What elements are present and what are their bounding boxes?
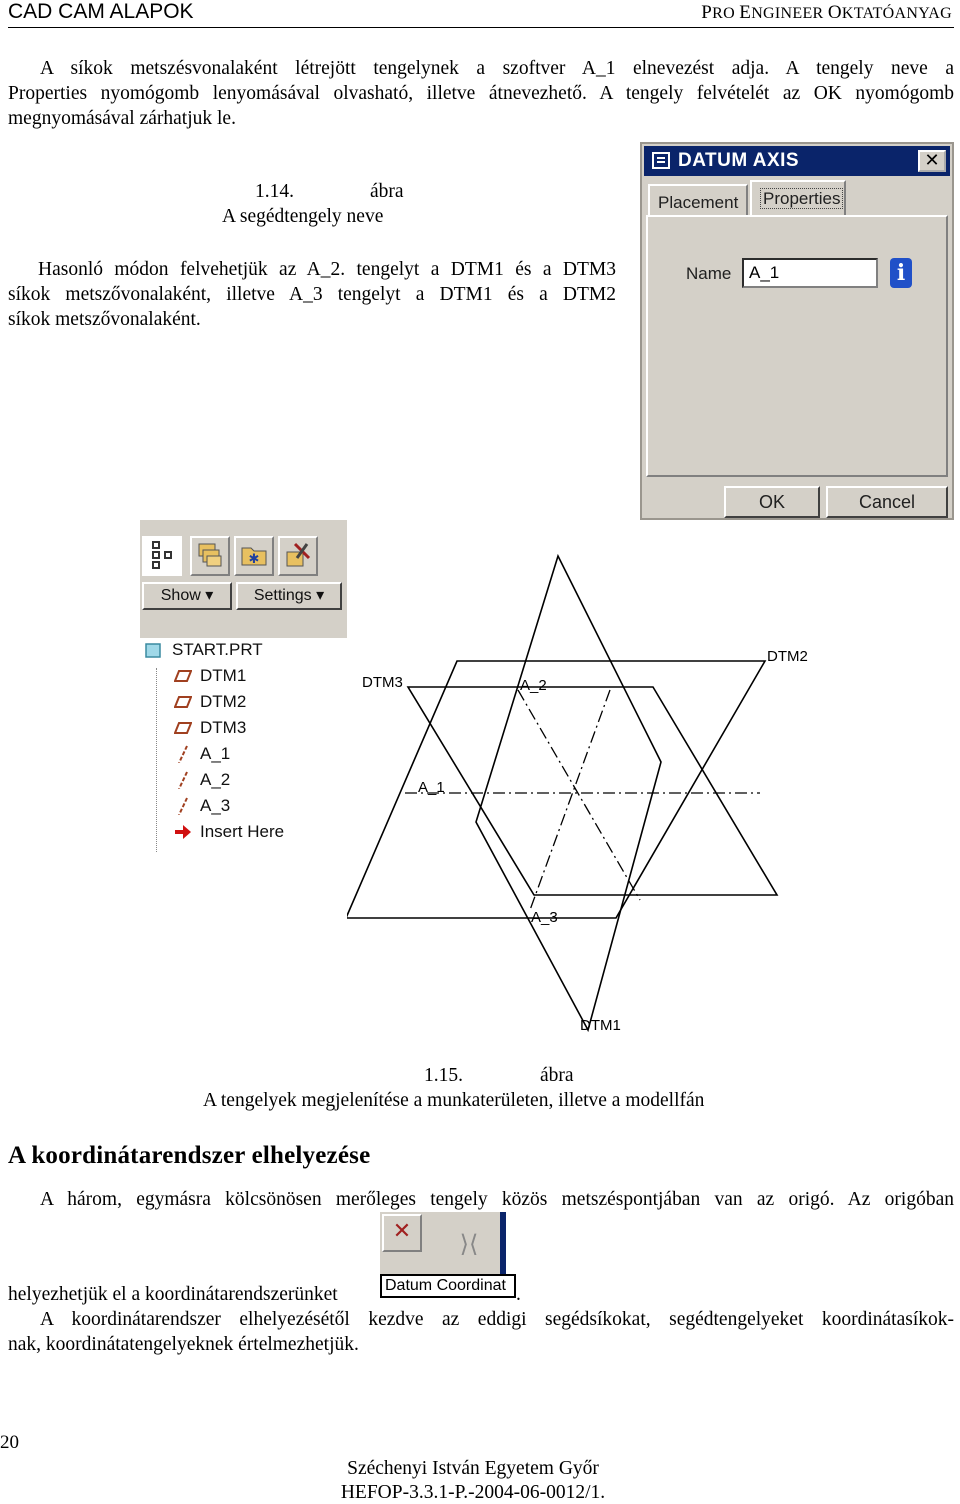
label-dtm1: DTM1	[580, 1017, 621, 1034]
tree-structure-icon	[145, 536, 179, 570]
tools-glyph	[281, 538, 315, 572]
info-icon[interactable]: i	[890, 258, 912, 288]
paragraph-line	[8, 56, 954, 81]
header-right-part: P	[701, 2, 713, 23]
paragraph-line: nak, koordinátatengelyeknek értelmezhetjük.	[8, 1334, 359, 1355]
insert-arrow-icon	[174, 823, 192, 841]
paragraph-line: helyezhetjük el a koordinátarendszerünket	[8, 1284, 338, 1305]
header-right-part: E	[739, 2, 752, 23]
tree-item-label: A_2	[200, 770, 231, 789]
tab-properties-label: Properties	[760, 188, 843, 209]
header-right-part: KTATÓANYAG	[841, 5, 952, 22]
datum-axis-dialog	[640, 142, 954, 520]
tab-placement[interactable]: Placement	[648, 184, 748, 216]
close-button[interactable]: ✕	[918, 150, 946, 172]
datum-axis-icon	[174, 745, 192, 763]
figure-title: A tengelyek megjelenítése a munkaterületen, illetve a modellfán	[203, 1090, 705, 1111]
datum-axis-a2-line	[518, 690, 640, 900]
paragraph-line	[8, 1307, 954, 1332]
paragraph-line: Properties nyomógomb lenyomásával olvasható, illetve átnevezhető. A tengely felvételét az OK nyomógomb	[8, 83, 954, 104]
footer-project-code: HEFOP-3.3.1-P.-2004-06-0012/1.	[340, 1482, 606, 1503]
datum-plane-icon	[174, 719, 192, 737]
coordinate-system-icon[interactable]: ✕	[382, 1214, 422, 1252]
section-heading: A koordinátarendszer elhelyezése	[8, 1142, 371, 1169]
figure-number: 1.14.	[255, 181, 294, 202]
header-right-part: O	[827, 2, 842, 23]
datum-tool-icon: ⟩⟨	[459, 1230, 479, 1258]
name-input[interactable]: A_1	[742, 258, 878, 288]
model-tree-toolbar	[140, 520, 347, 638]
properties-panel	[646, 215, 948, 477]
dialog-title: DATUM AXIS	[678, 150, 800, 171]
cancel-button[interactable]: Cancel	[826, 486, 948, 518]
label-dtm3: DTM3	[362, 674, 403, 691]
layers-glyph	[193, 538, 227, 572]
folder-star-icon[interactable]	[234, 536, 274, 576]
tree-item-label: DTM3	[200, 718, 247, 737]
figure-word: ábra	[540, 1065, 574, 1086]
name-label: Name	[686, 264, 732, 283]
header-divider	[8, 27, 954, 28]
datum-axis-a3-line	[530, 690, 610, 910]
dialog-window-icon	[652, 152, 670, 169]
figure-word: ábra	[370, 181, 404, 202]
paragraph-text: A koordinátarendszer elhelyezésétől kezdve az eddigi segédsíkokat, segédtengelyeket koordinátasíkok-	[40, 1309, 954, 1330]
tree-item-label: DTM2	[200, 692, 247, 711]
paragraph-line	[8, 257, 616, 282]
paragraph-line: síkok metszővonalaként, illetve A_3 tengelyt a DTM1 és a DTM2	[8, 284, 616, 305]
paragraph-line	[8, 1187, 954, 1212]
page-number: 20	[0, 1432, 19, 1453]
dialog-titlebar	[644, 146, 950, 176]
datum-plane-icon	[174, 667, 192, 685]
model-tree-panel	[140, 520, 347, 845]
label-a3: A_3	[531, 909, 558, 926]
settings-dropdown[interactable]: Settings ▾	[236, 582, 342, 610]
figure-title: A segédtengely neve	[222, 206, 384, 227]
figure-number: 1.15.	[424, 1065, 463, 1086]
paragraph-text: A síkok metszésvonalaként létrejött tengelynek a szoftver A_1 elnevezést adja. A tengely neve a	[40, 58, 954, 79]
datum-axis-icon	[174, 771, 192, 789]
paragraph-line: megnyomásával zárhatjuk le.	[8, 108, 236, 129]
datum-workspace-drawing	[347, 535, 822, 1035]
show-dropdown[interactable]: Show ▾	[142, 582, 232, 610]
tree-item-label: Insert Here	[200, 822, 285, 841]
datum-axis-icon	[174, 797, 192, 815]
folder-glyph	[237, 538, 271, 572]
datum-plane-dtm2	[347, 661, 765, 918]
paragraph-text: .	[516, 1284, 521, 1305]
layers-icon[interactable]	[190, 536, 230, 576]
svg-text:✱: ✱	[248, 552, 260, 567]
footer-institution: Széchenyi István Egyetem Győr	[347, 1458, 599, 1479]
tree-item-label: DTM1	[200, 666, 247, 685]
tree-item-label: A_1	[200, 744, 231, 763]
paragraph-text: Hasonló módon felvehetjük az A_2. tengelyt a DTM1 és a DTM3	[38, 259, 616, 280]
header-right-title	[701, 2, 952, 24]
tree-root-label: START.PRT	[172, 640, 263, 659]
ok-button[interactable]: OK	[724, 486, 820, 518]
paragraph-line: síkok metszővonalaként.	[8, 309, 201, 330]
datum-plane-dtm3	[408, 687, 777, 895]
tools-icon[interactable]	[278, 536, 318, 576]
header-right-part: NGINEER	[751, 5, 828, 22]
coordinate-toolbar-image	[380, 1212, 506, 1274]
tab-properties[interactable]	[750, 180, 846, 216]
tree-connector-line	[156, 668, 157, 852]
datum-plane-icon	[174, 693, 192, 711]
label-dtm2: DTM2	[767, 648, 808, 665]
header-left-title: CAD CAM ALAPOK	[8, 0, 194, 23]
model-tree-icon[interactable]	[142, 536, 182, 576]
part-icon	[144, 641, 162, 659]
datum-coordinate-tooltip: Datum Coordinat	[380, 1274, 516, 1298]
header-right-part: RO	[712, 5, 740, 22]
tree-item-label: A_3	[200, 796, 231, 815]
label-a1: A_1	[418, 779, 445, 796]
paragraph-text: A három, egymásra kölcsönösen merőleges tengely közös metszéspontjában van az origó. Az origóban	[40, 1189, 954, 1210]
label-a2: A_2	[520, 677, 547, 694]
